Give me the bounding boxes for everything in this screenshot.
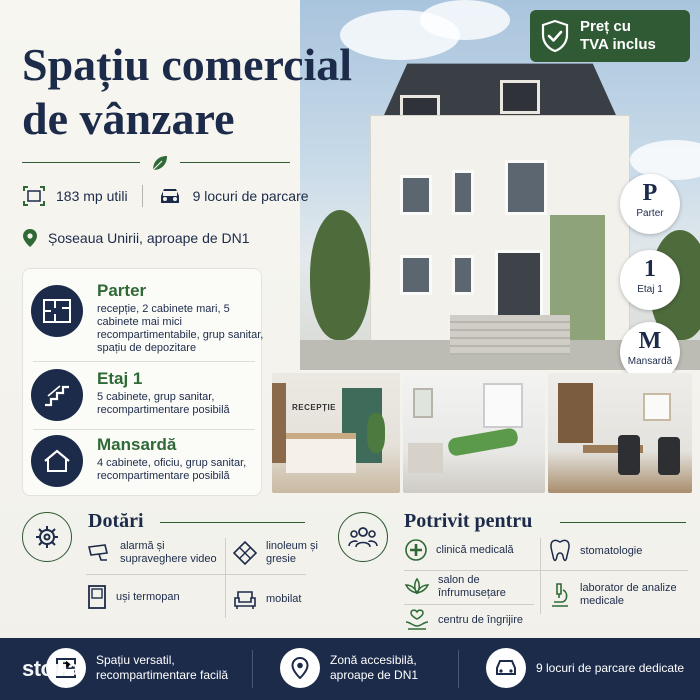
badge-line-2: TVA inclus bbox=[580, 36, 656, 53]
tiles-icon bbox=[232, 540, 258, 566]
cctv-camera-icon bbox=[86, 542, 112, 564]
floor-name: Mansardă bbox=[97, 435, 177, 454]
medical-cross-icon bbox=[404, 538, 428, 562]
suited-label: centru de îngrijire bbox=[438, 613, 523, 626]
attic-house-icon bbox=[31, 435, 83, 487]
potrivit-underline bbox=[560, 522, 686, 523]
address-text: Șoseaua Unirii, aproape de DN1 bbox=[48, 230, 250, 246]
dotari-title: Dotări bbox=[88, 510, 144, 532]
suited-care bbox=[404, 608, 534, 632]
floors-card bbox=[22, 268, 262, 496]
feature-alarm bbox=[86, 540, 226, 566]
feature-floor bbox=[232, 540, 322, 566]
footer-item-location bbox=[280, 648, 450, 688]
suited-label: stomatologie bbox=[580, 544, 643, 557]
floor-desc: 5 cabinete, grup sanitar, recompartimentare posibilă bbox=[97, 391, 230, 416]
floor-marker-1 bbox=[620, 250, 680, 310]
location-pin-icon bbox=[280, 648, 320, 688]
leaf-icon bbox=[150, 153, 170, 173]
title-divider-left bbox=[22, 162, 140, 163]
feature-furnished bbox=[232, 588, 322, 610]
floor-desc: 4 cabinete, oficiu, grup sanitar, recompartimentare posibilă bbox=[97, 457, 247, 482]
suited-dentistry bbox=[548, 538, 688, 564]
marker-label: Mansardă bbox=[627, 356, 673, 367]
marker-letter: 1 bbox=[644, 256, 656, 282]
key-facts bbox=[22, 185, 309, 207]
tooth-icon bbox=[548, 538, 572, 564]
feature-windows bbox=[86, 584, 216, 610]
suited-clinic bbox=[404, 538, 534, 562]
feature-label: alarmă și supraveghere video bbox=[120, 540, 217, 565]
dotari-underline bbox=[160, 522, 305, 523]
gear-icon bbox=[22, 512, 72, 562]
address-fact bbox=[22, 228, 250, 248]
potrivit-title: Potrivit pentru bbox=[404, 510, 533, 532]
shield-check-icon bbox=[540, 19, 570, 53]
suited-lab bbox=[548, 582, 688, 608]
marker-label: Etaj 1 bbox=[637, 284, 663, 295]
floorplan-icon bbox=[31, 285, 83, 337]
reception-photo bbox=[272, 373, 400, 493]
marker-letter: M bbox=[638, 328, 662, 354]
footer-label: Spațiu versatil, recompartimentare facilă bbox=[96, 653, 229, 682]
feature-label: mobilat bbox=[266, 592, 302, 605]
lotus-icon bbox=[404, 576, 430, 598]
brand-logo: storia bbox=[22, 656, 79, 681]
stairs-icon bbox=[31, 369, 83, 421]
feature-label: uși termopan bbox=[116, 590, 180, 603]
title-divider-right bbox=[180, 162, 290, 163]
care-hands-icon bbox=[404, 608, 430, 632]
floor-desc: recepție, 2 cabinete mari, 5 cabinete mai mici recompartimentabile, grup sanitar, spațiu de depozitare bbox=[97, 303, 264, 354]
office-photo bbox=[548, 373, 692, 493]
door-icon bbox=[86, 584, 108, 610]
footer-label: 9 locuri de parcare dedicate bbox=[536, 660, 685, 675]
parking-text: 9 locuri de parcare bbox=[192, 188, 309, 204]
feature-label: linoleum și gresie bbox=[266, 540, 318, 565]
area-fact bbox=[22, 185, 128, 207]
reception-sign: RECEPȚIE bbox=[292, 403, 337, 412]
microscope-icon bbox=[548, 582, 572, 608]
location-pin-icon bbox=[22, 228, 38, 248]
area-icon bbox=[22, 185, 46, 207]
marker-label: Parter bbox=[636, 208, 664, 219]
suited-label: clinică medicală bbox=[436, 543, 514, 556]
footer-bar bbox=[0, 638, 700, 700]
suited-beauty bbox=[404, 574, 534, 600]
floor-marker-p bbox=[620, 174, 680, 234]
marker-letter: P bbox=[642, 180, 658, 206]
badge-line-1: Preț cu bbox=[580, 18, 631, 35]
car-icon bbox=[157, 186, 183, 206]
parking-fact bbox=[157, 186, 309, 206]
title-line-2: de vânzare bbox=[22, 93, 235, 144]
title-line-1: Spațiu comercial bbox=[22, 39, 353, 90]
page-title bbox=[22, 38, 392, 146]
dental-office-photo bbox=[403, 373, 545, 493]
floor-name: Parter bbox=[97, 281, 147, 300]
people-group-icon bbox=[338, 512, 388, 562]
footer-label: Zonă accesibilă, aproape de DN1 bbox=[330, 653, 419, 682]
price-vat-badge bbox=[530, 10, 690, 62]
area-text: 183 mp utili bbox=[56, 188, 128, 204]
armchair-icon bbox=[232, 588, 258, 610]
footer-item-parking bbox=[486, 648, 686, 688]
suited-label: salon de înfrumusețare bbox=[438, 574, 506, 599]
floor-name: Etaj 1 bbox=[97, 369, 143, 388]
suited-label: laborator de analize medicale bbox=[580, 582, 677, 607]
car-icon bbox=[486, 648, 526, 688]
